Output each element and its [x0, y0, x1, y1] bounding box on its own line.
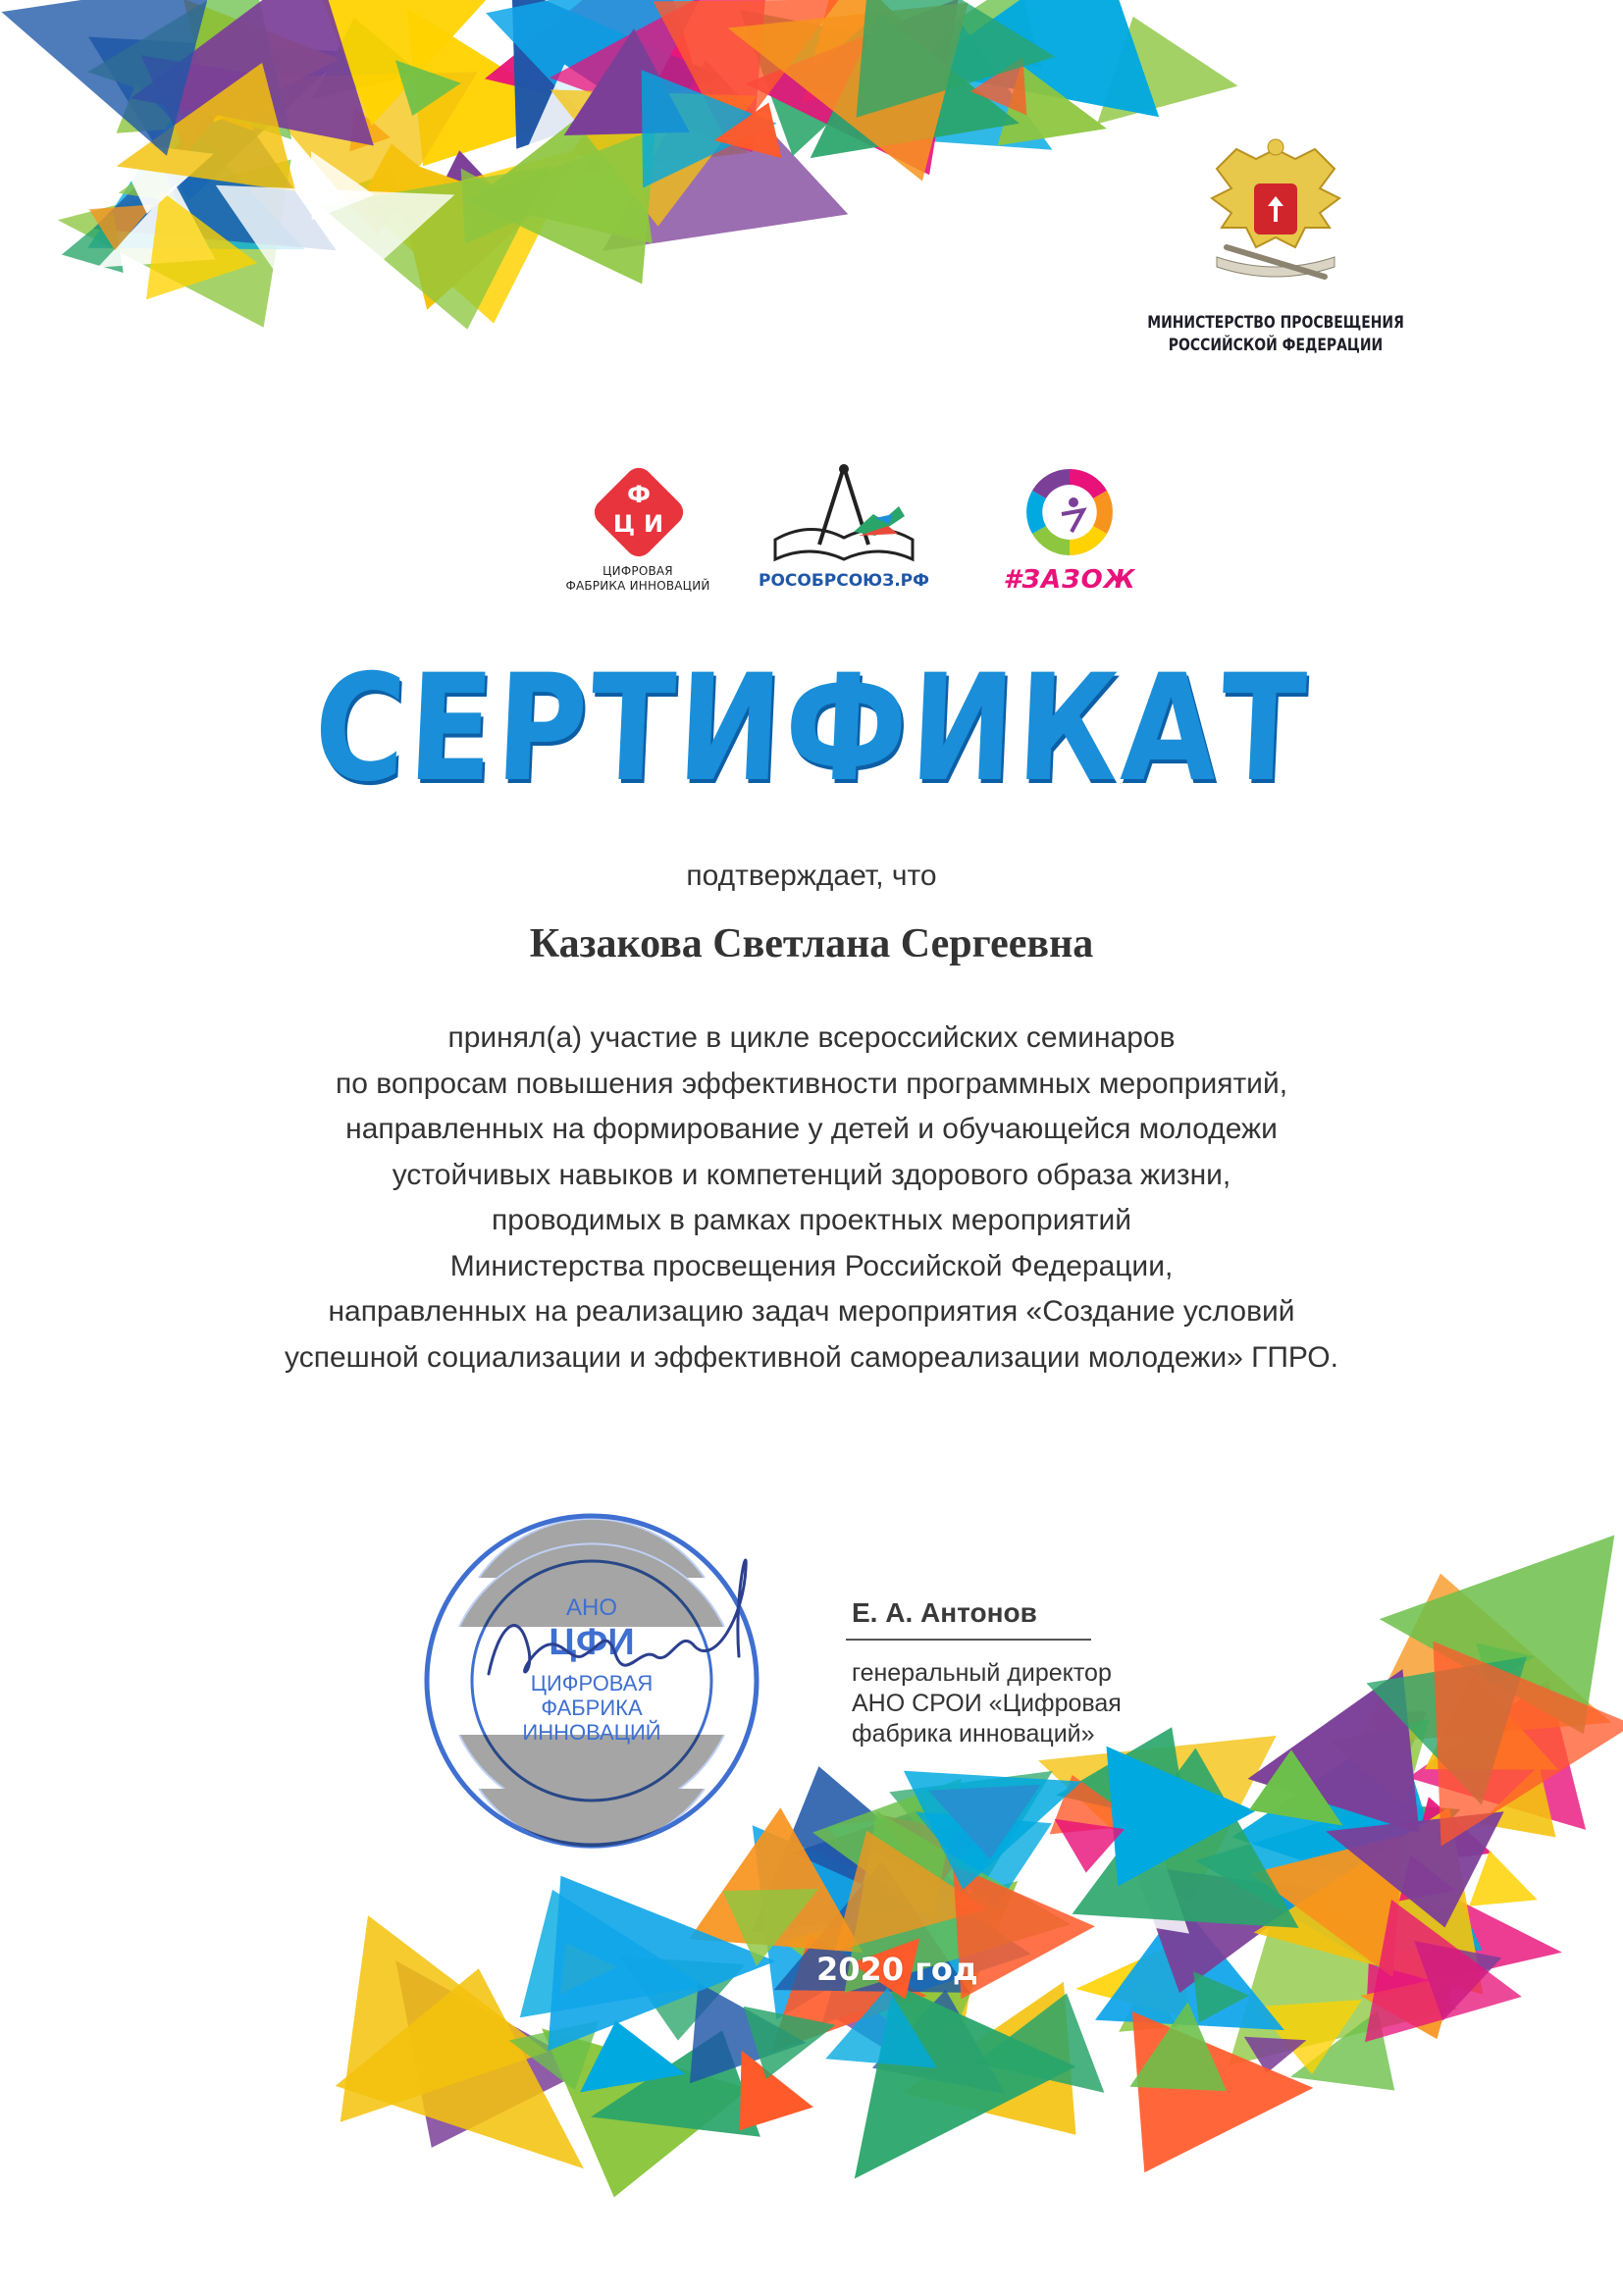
body-line: Министерства просвещения Российской Федерации, — [449, 1249, 1174, 1282]
stamp-line-2: ФАБРИКА — [541, 1696, 643, 1720]
body-line: устойчивых навыков и компетенций здорового образа жизни, — [392, 1158, 1231, 1191]
stamp-line-1: ЦИФРОВАЯ — [530, 1671, 654, 1696]
signatory-role — [852, 1658, 1205, 1749]
signature-line — [846, 1639, 1091, 1641]
stamp-line-3: ИННОВАЦИЙ — [522, 1720, 661, 1745]
certificate-year: 2020 год — [816, 1951, 978, 1988]
svg-text:Ф: Ф — [627, 481, 651, 508]
signatory-role-line2: АНО СРОИ «Цифровая — [852, 1690, 1122, 1717]
signatory-role-line1: генеральный директор — [852, 1659, 1112, 1687]
stamp-line-ano: АНО — [565, 1594, 618, 1621]
confirms-text: подтверждает, что — [686, 860, 937, 892]
top-left-triangle-mosaic — [2, 0, 1238, 330]
zazozh-caption: #ЗАЗОЖ — [1003, 565, 1136, 595]
svg-text:Ц: Ц — [612, 510, 636, 538]
signatory-name: Е. А. Антонов — [852, 1597, 1037, 1628]
stamp-mark: ЦФИ — [549, 1622, 635, 1663]
body-line: проводимых в рамках проектных мероприятий — [492, 1204, 1131, 1236]
rosobrsoyuz-caption: РОСОБРСОЮЗ.РФ — [759, 571, 929, 591]
ministry-name — [1139, 312, 1413, 357]
cfi-caption-line1: ЦИФРОВАЯ — [602, 564, 673, 578]
certificate-body — [118, 1016, 1505, 1381]
svg-text:И: И — [643, 510, 664, 538]
ministry-name-line1: МИНИСТЕРСТВО ПРОСВЕЩЕНИЯ — [1147, 313, 1404, 333]
signatory-role-line3: фабрика инноваций» — [852, 1720, 1095, 1748]
body-line: по вопросам повышения эффективности программных мероприятий, — [335, 1067, 1288, 1100]
cfi-logo-caption — [530, 564, 746, 594]
cfi-caption-line2: ФАБРИКА ИННОВАЦИЙ — [565, 579, 710, 593]
organization-stamp — [420, 1509, 763, 1852]
recipient-name: Казакова Светлана Сергеевна — [529, 921, 1094, 966]
ministry-name-line2: РОССИЙСКОЙ ФЕДЕРАЦИИ — [1168, 336, 1384, 355]
body-line: направленных на формирование у детей и обучающейся молодежи — [345, 1113, 1278, 1145]
body-line: направленных на реализацию задач мероприятия «Создание условий — [328, 1295, 1295, 1328]
zazozh-ring-icon — [1001, 461, 1138, 569]
body-line: принял(а) участие в цикле всероссийских семинаров — [447, 1021, 1176, 1054]
body-line: успешной социализации и эффективной самореализации молодежи» ГПРО. — [285, 1340, 1338, 1374]
certificate-title: СЕРТИФИКАТ — [310, 644, 1313, 814]
russian-coat-of-arms-icon — [1197, 130, 1354, 296]
